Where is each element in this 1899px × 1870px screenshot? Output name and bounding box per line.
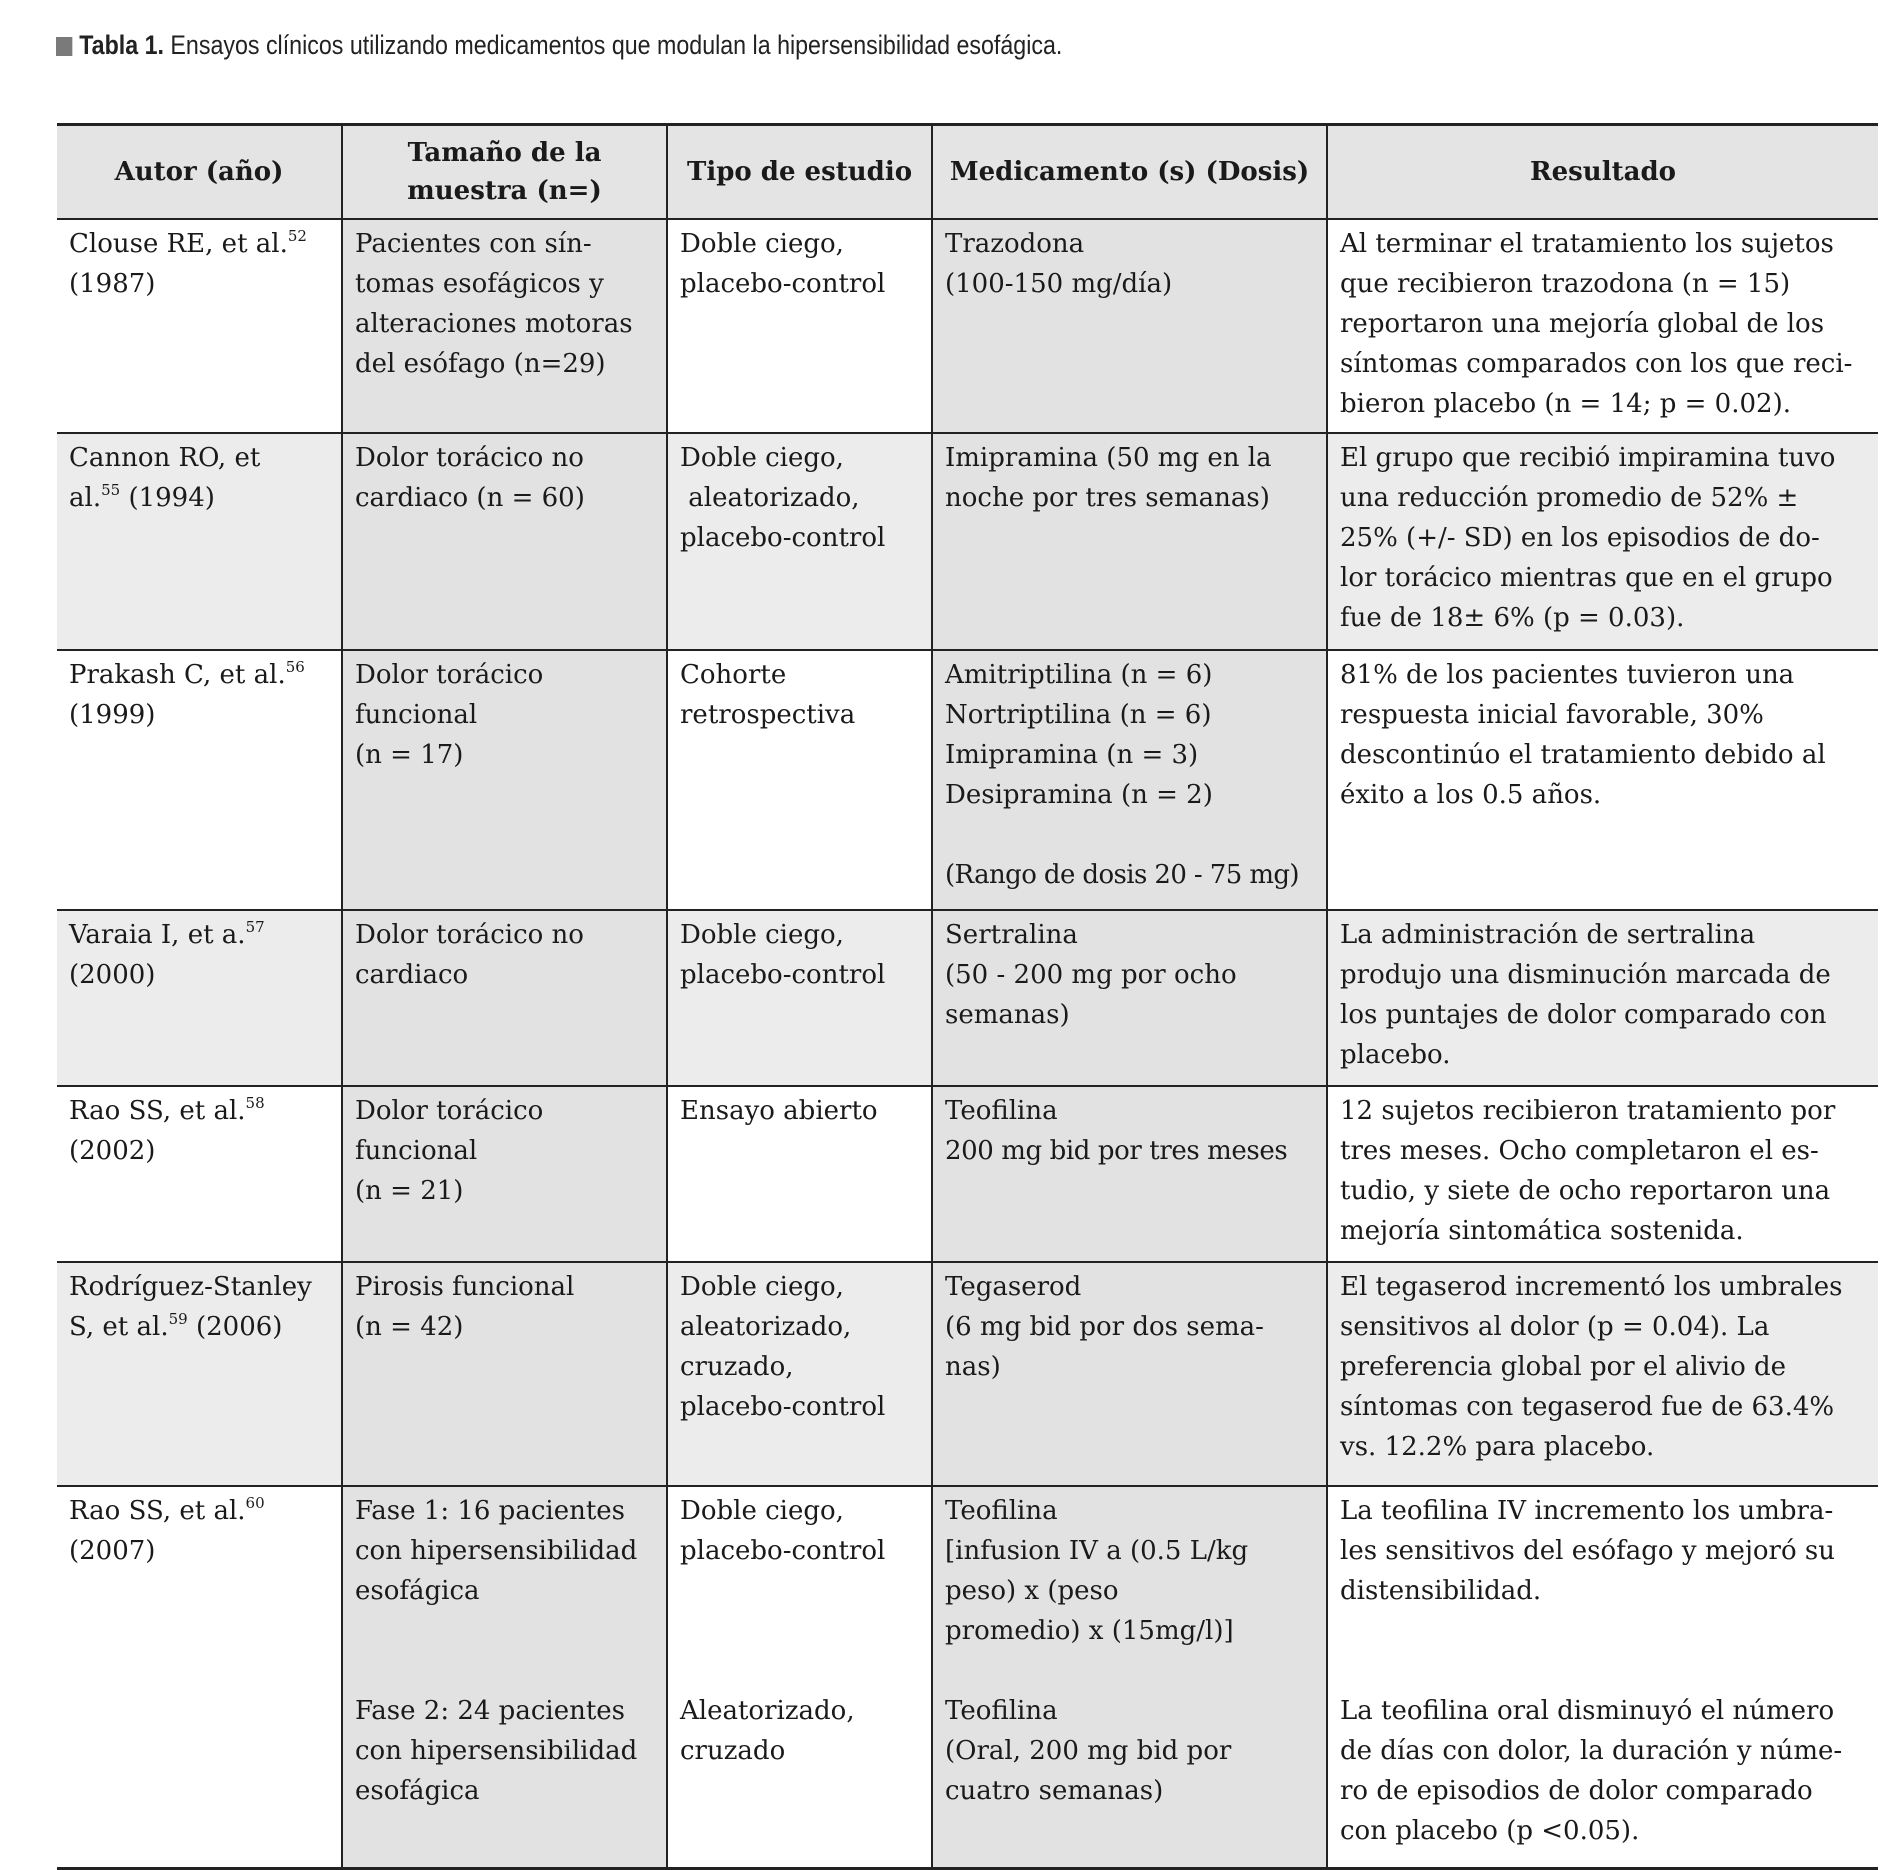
table-row: [57, 910, 1878, 1086]
table-row: [57, 1486, 1878, 1868]
cell-study: Cohorte retrospectiva: [667, 650, 932, 910]
caption-square-icon: [56, 37, 72, 56]
cell-result: Al terminar el tratamiento los sujetos que recibieron trazodona (n = 15) reportaron una mejoría global de los síntomas comparados con los que reci- bieron placebo (n = 14; p = 0.02).: [1327, 219, 1878, 433]
cell-result: 81% de los pacientes tuvieron una respuesta inicial favorable, 30% descontinúo el tratamiento debido al éxito a los 0.5 años.: [1327, 650, 1878, 910]
cell-drug: Imipramina (50 mg en la noche por tres semanas): [932, 433, 1327, 650]
reference-number: 52: [287, 227, 307, 245]
clinical-trials-table: [57, 123, 1878, 1870]
header-result: Resultado: [1327, 125, 1878, 220]
reference-number: 59: [168, 1310, 188, 1328]
cell-drug: Sertralina (50 - 200 mg por ocho semanas): [932, 910, 1327, 1086]
caption-label: Tabla 1.: [79, 30, 164, 60]
cell-study: Doble ciego, aleatorizado, cruzado, placebo-control: [667, 1262, 932, 1486]
cell-study: Ensayo abierto: [667, 1086, 932, 1262]
cell-result: La teofilina IV incremento los umbra- les sensitivos del esófago y mejoró su distensibilidad. La teofilina oral disminuyó el número de días con dolor, la duración y núme- ro de episodios de dolor comparado con placebo (p <0.05).: [1327, 1486, 1878, 1868]
header-author: Autor (año): [57, 125, 342, 220]
cell-result: El tegaserod incrementó los umbrales sensitivos al dolor (p = 0.04). La preferencia global por el alivio de síntomas con tegaserod fue de 63.4% vs. 12.2% para placebo.: [1327, 1262, 1878, 1486]
reference-number: 56: [285, 658, 305, 676]
cell-result: 12 sujetos recibieron tratamiento por tres meses. Ocho completaron el es- tudio, y siete de ocho reportaron una mejoría sintomática sostenida.: [1327, 1086, 1878, 1262]
cell-sample: Dolor torácico no cardiaco: [342, 910, 667, 1086]
reference-number: 57: [245, 918, 265, 936]
table-row: [57, 1086, 1878, 1262]
cell-drug: Teofilina 200 mg bid por tres meses: [932, 1086, 1327, 1262]
cell-study: Doble ciego, aleatorizado, placebo-control: [667, 433, 932, 650]
table-row: [57, 219, 1878, 433]
cell-study: Doble ciego, placebo-control: [667, 219, 932, 433]
cell-study: Doble ciego, placebo-control Aleatorizado, cruzado: [667, 1486, 932, 1868]
header-sample: [342, 125, 667, 220]
reference-number: 60: [245, 1494, 265, 1512]
table-row: [57, 650, 1878, 910]
cell-sample: Dolor torácico funcional (n = 21): [342, 1086, 667, 1262]
cell-author: Rao SS, et al.$^{60}$ (2007): [57, 1486, 342, 1868]
cell-author: Rao SS, et al.$^{58}$ (2002): [57, 1086, 342, 1262]
reference-number: 55: [101, 481, 121, 499]
cell-author: Cannon RO, et al.$^{55}$ (1994): [57, 433, 342, 650]
cell-author: Clouse RE, et al.$^{52}$ (1987): [57, 219, 342, 433]
table-row: [57, 1262, 1878, 1486]
cell-sample: Pacientes con sín- tomas esofágicos y alteraciones motoras del esófago (n=29): [342, 219, 667, 433]
cell-drug: Teofilina [infusion IV a (0.5 L/kg peso) x (peso promedio) x (15mg/l)] Teofilina (Oral, 200 mg bid por cuatro semanas): [932, 1486, 1327, 1868]
reference-number: 58: [245, 1094, 265, 1112]
cell-result: El grupo que recibió impiramina tuvo una reducción promedio de 52% ± 25% (+/- SD) en los episodios de do- lor torácico mientras que en el grupo fue de 18± 6% (p = 0.03).: [1327, 433, 1878, 650]
cell-sample: Dolor torácico funcional (n = 17): [342, 650, 667, 910]
header-sample-line2: muestra (n=): [407, 176, 602, 206]
cell-author: Rodríguez-Stanley S, et al.$^{59}$ (2006): [57, 1262, 342, 1486]
header-study: Tipo de estudio: [667, 125, 932, 220]
header-row: [57, 125, 1878, 220]
cell-sample: Fase 1: 16 pacientes con hipersensibilidad esofágica Fase 2: 24 pacientes con hipersensibilidad esofágica: [342, 1486, 667, 1868]
cell-sample: Dolor torácico no cardiaco (n = 60): [342, 433, 667, 650]
cell-author: Varaia I, et a.$^{57}$ (2000): [57, 910, 342, 1086]
table-row: [57, 433, 1878, 650]
header-drug: Medicamento (s) (Dosis): [932, 125, 1327, 220]
cell-drug: Amitriptilina (n = 6) Nortriptilina (n = 6) Imipramina (n = 3) Desipramina (n = 2) (Rango de dosis 20 - 75 mg): [932, 650, 1327, 910]
cell-drug: Trazodona (100-150 mg/día): [932, 219, 1327, 433]
header-sample-line1: Tamaño de la: [407, 138, 602, 168]
cell-result: La administración de sertralina produjo una disminución marcada de los puntajes de dolor comparado con placebo.: [1327, 910, 1878, 1086]
cell-study: Doble ciego, placebo-control: [667, 910, 932, 1086]
cell-drug: Tegaserod (6 mg bid por dos sema- nas): [932, 1262, 1327, 1486]
table-caption: [56, 30, 1062, 61]
cell-author: Prakash C, et al.$^{56}$ (1999): [57, 650, 342, 910]
cell-sample: Pirosis funcional (n = 42): [342, 1262, 667, 1486]
caption-text: Ensayos clínicos utilizando medicamentos que modulan la hipersensibilidad esofágica.: [170, 30, 1063, 60]
